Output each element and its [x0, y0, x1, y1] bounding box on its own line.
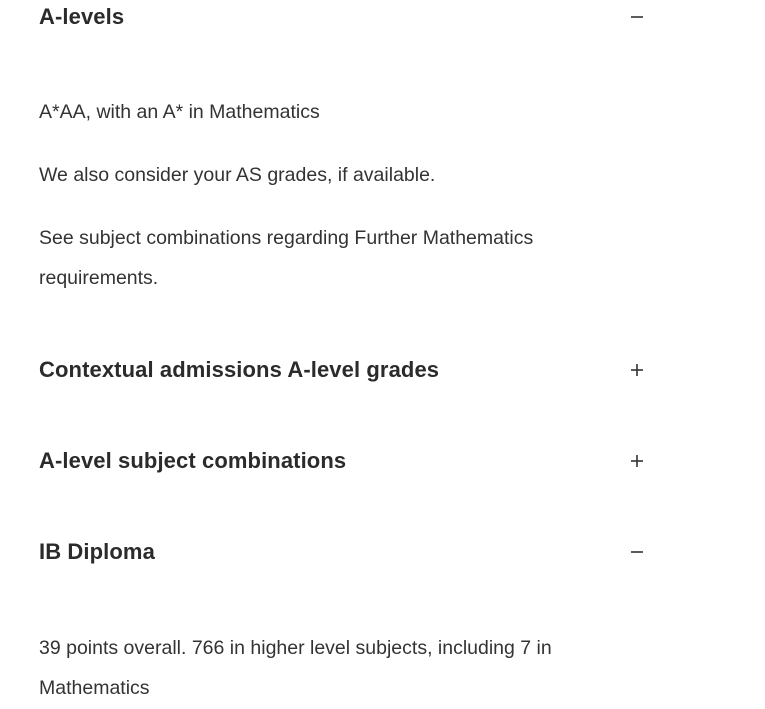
plus-icon[interactable] — [628, 452, 646, 470]
subject-combinations-note: See subject combinations regarding Further Mathematics requirements. — [39, 227, 534, 289]
accordion-header-ib-diploma[interactable] — [39, 535, 649, 569]
accordion-title: A-levels — [39, 4, 125, 29]
accordion-section-a-levels — [39, 0, 649, 298]
as-grades-note: We also consider your AS grades, if available. — [39, 164, 436, 186]
grade-requirement-text: A*AA, with an A* in Mathematics — [39, 101, 320, 123]
accordion-section-subject-combinations — [39, 444, 649, 478]
accordion-section-ib-diploma — [39, 535, 649, 708]
accordion-header-a-levels[interactable] — [39, 0, 649, 34]
minus-icon[interactable] — [628, 8, 646, 26]
accordion-title: Contextual admissions A-level grades — [39, 357, 440, 382]
ib-points-requirement: 39 points overall. 766 in higher level subjects, including 7 in Mathematics — [39, 637, 552, 699]
accordion-panel-a-levels — [39, 34, 649, 298]
requirements-accordion — [39, 0, 649, 708]
accordion-header-contextual-admissions[interactable] — [39, 353, 649, 387]
minus-icon[interactable] — [628, 543, 646, 561]
plus-icon[interactable] — [628, 361, 646, 379]
accordion-panel-ib-diploma — [39, 569, 649, 708]
accordion-header-subject-combinations[interactable] — [39, 444, 649, 478]
accordion-section-contextual-admissions — [39, 353, 649, 387]
accordion-title: A-level subject combinations — [39, 448, 347, 473]
accordion-title: IB Diploma — [39, 539, 155, 564]
